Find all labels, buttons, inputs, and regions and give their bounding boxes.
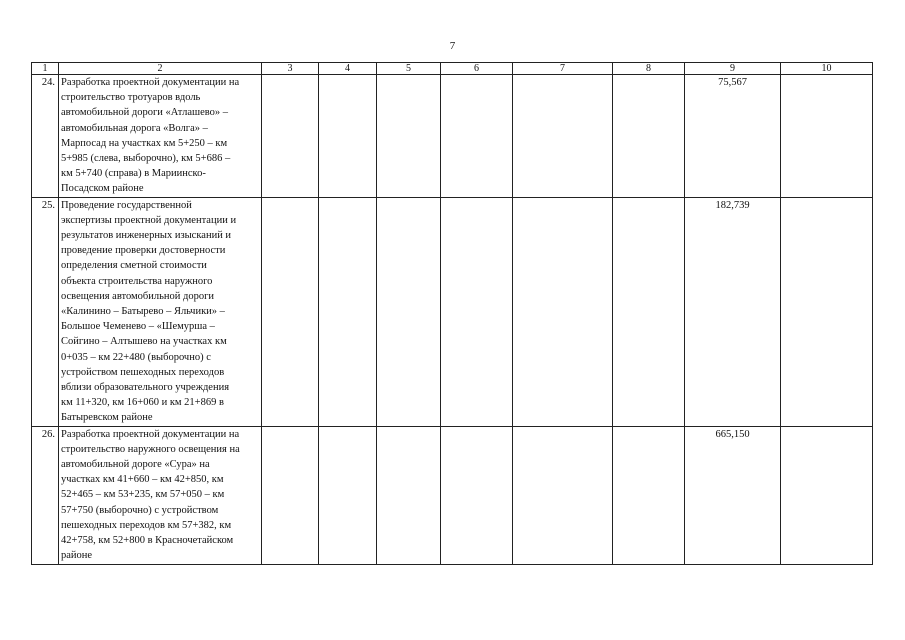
row-number: 25. (32, 197, 59, 426)
cell-col-8 (613, 426, 685, 564)
cell-col-6 (441, 197, 513, 426)
column-header: 1 (32, 63, 59, 75)
description-line: освещения автомобильной дороги (61, 290, 215, 302)
table-row (32, 426, 873, 564)
description-line: Сойгино – Алтышево на участках км (61, 336, 227, 348)
table-header-row (32, 63, 873, 75)
description-line: экспертизы проектной документации и (61, 214, 237, 226)
cell-col-7 (513, 197, 613, 426)
description-line: 0+035 – км 22+480 (выборочно) с (61, 351, 211, 363)
row-number: 26. (32, 426, 59, 564)
cell-col-9: 182,739 (685, 197, 781, 426)
row-description (59, 197, 262, 426)
table-row (32, 75, 873, 198)
description-line: районе (61, 550, 93, 562)
description-line: пешеходных переходов км 57+382, км (61, 519, 232, 531)
cell-col-3 (262, 197, 319, 426)
description-line: Батыревском районе (61, 412, 153, 424)
description-line: 52+465 – км 53+235, км 57+050 – км (61, 489, 225, 501)
column-header: 4 (319, 63, 377, 75)
table-body (32, 75, 873, 565)
description-line: автомобильная дорога «Волга» – (61, 122, 208, 134)
cell-col-3 (262, 426, 319, 564)
page-number: 7 (449, 40, 456, 52)
description-line: Разработка проектной документации на (61, 77, 240, 88)
description-line: Марпосад на участках км 5+250 – км (61, 137, 228, 149)
cell-col-4 (319, 426, 377, 564)
description-line: км 5+740 (справа) в Мариинско- (61, 168, 206, 180)
cell-col-9: 665,150 (685, 426, 781, 564)
row-description (59, 75, 262, 198)
description-line: объекта строительства наружного (61, 275, 213, 287)
row-description (59, 426, 262, 564)
column-header: 9 (685, 63, 781, 75)
cell-col-10 (781, 75, 873, 198)
cell-col-5 (377, 75, 441, 198)
cell-col-9: 75,567 (685, 75, 781, 198)
cell-col-10 (781, 197, 873, 426)
column-header: 10 (781, 63, 873, 75)
description-line: Большое Чеменево – «Шемурша – (61, 321, 215, 333)
description-line: проведение проверки достоверности (61, 245, 226, 257)
description-line: 57+750 (выборочно) с устройством (61, 504, 219, 516)
cell-col-10 (781, 426, 873, 564)
description-line: участках км 41+660 – км 42+850, км (61, 474, 224, 486)
description-line: 42+758, км 52+800 в Красночетайском (61, 535, 234, 547)
description-line: «Калинино – Батырево – Яльчики» – (61, 306, 225, 318)
description-line: Проведение государственной (61, 199, 192, 211)
cell-col-8 (613, 197, 685, 426)
description-line: Посадском районе (61, 183, 144, 195)
description-line: строительство тротуаров вдоль (61, 92, 201, 104)
description-line: определения сметной стоимости (61, 260, 207, 272)
cell-col-4 (319, 75, 377, 198)
column-header: 6 (441, 63, 513, 75)
description-line: строительство наружного освещения на (61, 443, 240, 455)
column-header: 8 (613, 63, 685, 75)
description-line: автомобильной дороги «Атлашево» – (61, 107, 229, 119)
description-line: автомобильной дороге «Сура» на (61, 459, 210, 471)
table-row (32, 197, 873, 426)
data-table (31, 62, 873, 565)
cell-col-6 (441, 75, 513, 198)
column-header: 7 (513, 63, 613, 75)
description-line: результатов инженерных изысканий и (61, 230, 232, 242)
cell-col-7 (513, 426, 613, 564)
description-line: км 11+320, км 16+060 и км 21+869 в (61, 397, 224, 409)
cell-col-8 (613, 75, 685, 198)
description-line: Разработка проектной документации на (61, 428, 240, 440)
cell-col-4 (319, 197, 377, 426)
description-line: 5+985 (слева, выборочно), км 5+686 – (61, 153, 231, 165)
column-header: 3 (262, 63, 319, 75)
column-header: 5 (377, 63, 441, 75)
description-line: устройством пешеходных переходов (61, 366, 225, 378)
description-line: вблизи образовательного учреждения (61, 382, 230, 394)
cell-col-5 (377, 197, 441, 426)
column-header: 2 (59, 63, 262, 75)
cell-col-6 (441, 426, 513, 564)
row-number: 24. (32, 75, 59, 198)
cell-col-3 (262, 75, 319, 198)
cell-col-7 (513, 75, 613, 198)
cell-col-5 (377, 426, 441, 564)
